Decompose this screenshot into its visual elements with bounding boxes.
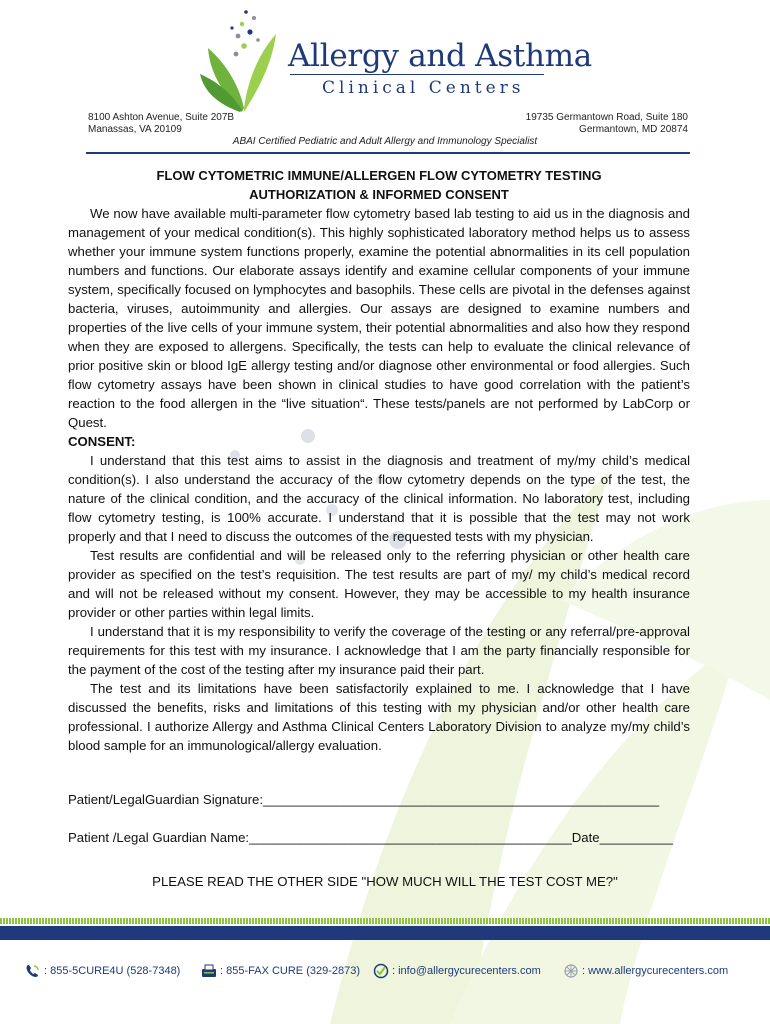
footer-website[interactable] [562,962,728,980]
left-address-line-1: 8100 Ashton Avenue, Suite 207B [88,112,235,123]
email-text: : info@allergycurecenters.com [392,965,541,977]
globe-icon [562,963,580,979]
logo-leaf-icon [196,4,292,116]
footer-phone[interactable] [24,962,180,980]
fax-icon [200,963,218,979]
document-body [68,166,690,755]
consent-paragraph-3: I understand that it is my responsibility to verify the coverage of the testing or any referral/pre-approval requirements for this test with my insurance. I acknowledge that I am the party financially responsible for the payment of the cost of the testing after my insurance paid their part. [68,624,690,677]
consent-paragraph-1: I understand that this test aims to assist in the diagnosis and treatment of my/my child’s medical condition(s). I also understand the accuracy of the flow cytometry depends on the type of the test, the nature of the clinical condition, and the accuracy of the clinical information. No laboratory test, including flow cytometry testing, is 100% accurate. I understand that it is possible that the test may not work properly and that I need to discuss the outcomes of the requested tests with my physician. [68,453,690,544]
document-title-line-2: AUTHORIZATION & INFORMED CONSENT [249,187,509,202]
email-icon [372,963,390,979]
website-text: : www.allergycurecenters.com [582,965,729,977]
header-divider [86,152,690,154]
left-address-line-2: Manassas, VA 20109 [88,123,182,135]
consent-heading: CONSENT: [68,434,136,449]
phone-icon [24,963,42,979]
intro-paragraph: We now have available multi-parameter flow cytometry based lab testing to aid us in the diagnosis and management of your medical condition(s). This highly sophisticated laboratory method helps us to assess whether your immune system functions properly, examine the potential abnormalities in its cell population numbers and functions. Our elaborate assays identify and examine cellular components of your immune system, specifically focused on lymphocytes and basophils. These cells are pivotal in the defenses against bacteria, viruses, autoimmunity and allergies. Our assays are designed to examine numbers and properties of the live cells of your immune system, their potential abnormalities and also how they respond when they are exposed to allergens. Specifically, the tests can help to evaluate the clinical relevance of prior positive skin or blood IgE allergy testing and/or diagnose other environmental or food allergies. Such flow cytometry assays have been shown in clinical studies to have good correlation with the patient’s reaction to the food allergen in the “live situation“. These tests/panels are not performed by LabCorp or Quest. [68,206,690,430]
phone-text: : 855-5CURE4U (528-7348) [44,965,181,977]
left-address [88,112,234,135]
footer-green-band [0,918,770,924]
right-address [526,112,688,135]
consent-paragraph-4: The test and its limitations have been satisfactorily explained to me. I acknowledge that I have discussed the benefits, risks and limitations of this testing with my physician and/or other health care professional. I authorize Allergy and Asthma Clinical Centers Laboratory Division to analyze my/my child’s blood sample for an immunological/allergy evaluation. [68,681,690,753]
document-title-line-1: FLOW CYTOMETRIC IMMUNE/ALLERGEN FLOW CYTOMETRY TESTING [156,168,602,183]
right-address-line-1: 19735 Germantown Road, Suite 180 [525,112,688,123]
name-date-field[interactable]: Patient /Legal Guardian Name:____________________________________________Date__________ [68,830,673,845]
signature-field[interactable]: Patient/LegalGuardian Signature:______________________________________________________ [68,792,660,807]
right-address-line-2: Germantown, MD 20874 [579,123,688,135]
consent-paragraph-2: Test results are confidential and will be released only to the referring physician or other health care provider as specified on the test’s requisition. The test results are part of my/ my child’s medical record and will not be released without my consent. However, they may be accessible to my health insurance provider or other parties within legal limits. [68,548,690,620]
logo-title: Allergy and Asthma [288,38,592,74]
footer-email[interactable] [372,962,541,980]
clinic-logo [0,0,770,120]
logo-subtitle: Clinical Centers [322,78,525,98]
read-other-side-notice: PLEASE READ THE OTHER SIDE "HOW MUCH WILL THE TEST COST ME?" [152,874,618,889]
logo-divider [290,74,544,75]
certification-line: ABAI Certified Pediatric and Adult Allergy and Immunology Specialist [232,136,538,147]
fax-text: : 855-FAX CURE (329-2873) [220,965,361,977]
footer-blue-band [0,926,770,940]
footer-fax[interactable] [200,962,360,980]
